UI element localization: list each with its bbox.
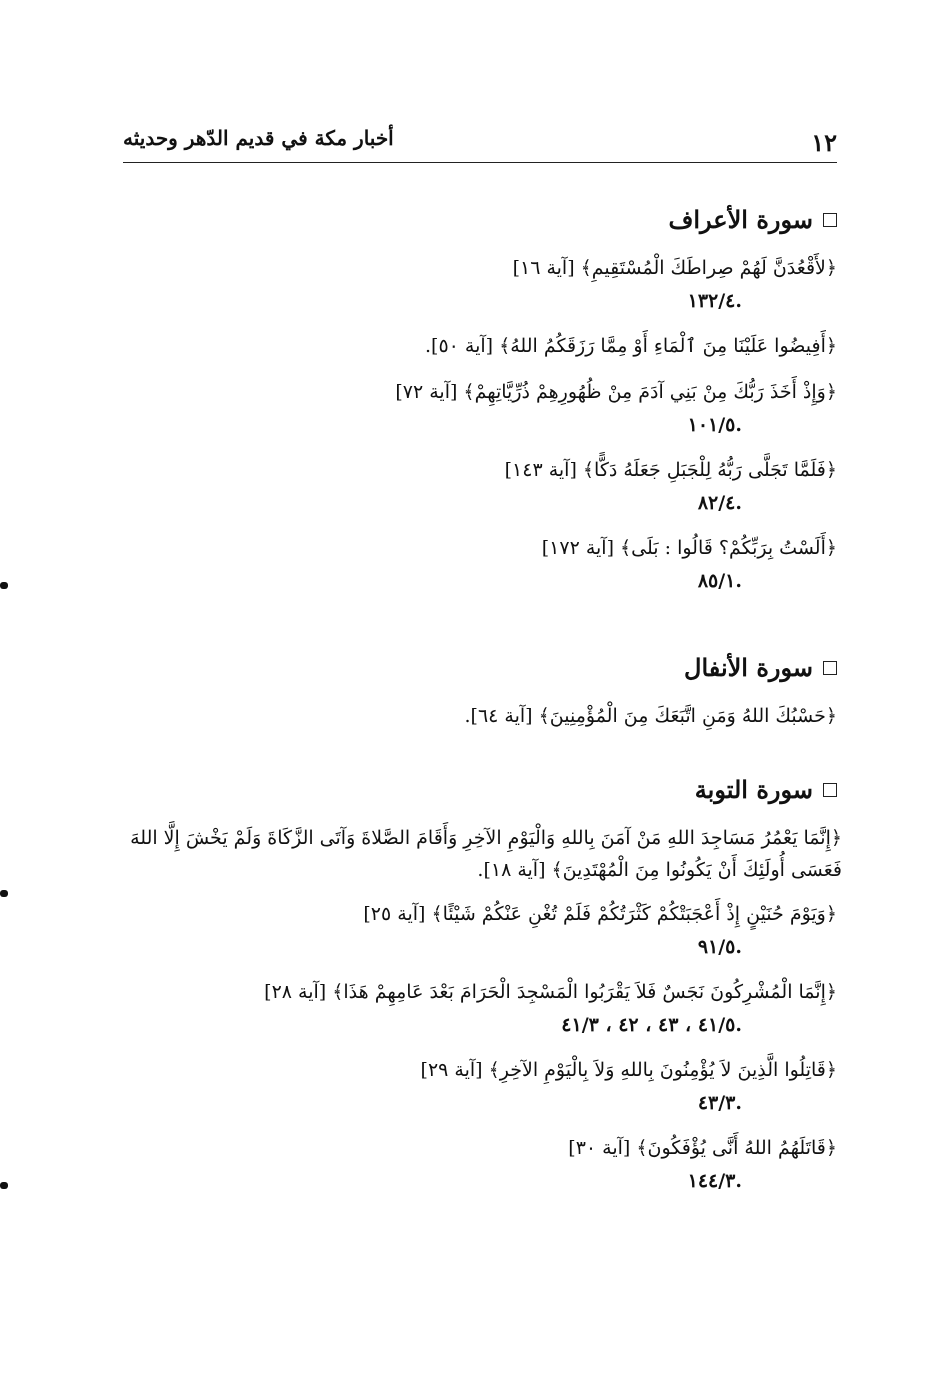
verse-quote: ﴿إِنَّمَا يَعْمُرُ مَسَاجِدَ اللهِ مَنْ آمَنَ بِاللهِ وَالْيَوْمِ الآخِرِ وَأَقَامَ الصَّلاةَ وَآتَى الزَّكَاةَ وَلَمْ يَخْشَ إِلَّا اللهَ فَعَسَى أُولَئِكَ أَنْ يَكُونُوا مِنَ الْمُهْتَدِينَ﴾ [آية ١٨]. [130,827,842,881]
scan-edge-mark [0,1182,8,1189]
square-bullet-icon [823,213,837,227]
square-bullet-icon [823,661,837,675]
page-content [110,198,842,1210]
volume-page-reference: .٨٥/١ [697,570,742,592]
verse-quote: ﴿وَإِذْ أَخَذَ رَبُّكَ مِنْ بَنِي آدَمَ مِنْ ظُهُورِهِمْ ذُرِّيَّاتِهِمْ﴾ [آية ٧٢] [395,381,837,403]
verse-quote: ﴿فَلَمَّا تَجَلَّى رَبُّهُ لِلْجَبَلِ جَعَلَهُ دَكًّا﴾ [آية ١٤٣] [504,459,837,481]
verse-quote: ﴿أَفِيضُوا عَلَيْنَا مِنَ ٱلْمَاءِ أَوْ مِمَّا رَزَقَكُمُ اللهُ﴾ [آية ٥٠]. [424,335,837,357]
volume-page-reference: .١٤٤/٣ [687,1170,742,1192]
surah-section-at-tawba [110,768,842,1198]
surah-heading [110,198,837,242]
volume-page-reference: .١٠١/٥ [687,414,742,436]
scan-edge-mark [0,582,8,589]
verse-quote: ﴿وَيَوْمَ حُنَيْنٍ إِذْ أَعْجَبَتْكُمْ كَثْرَتُكُمْ فَلَمْ تُغْنِ عَنْكُمْ شَيْئًا﴾ [آية ٢٥] [363,903,837,925]
surah-section-al-anfal [110,646,837,732]
verse-quote: ﴿قَاتَلَهُمُ اللهُ أَنَّى يُؤْفَكُونَ﴾ [آية ٣٠] [568,1137,837,1159]
volume-page-reference: .٩١/٥ [697,936,742,958]
verse-quote: ﴿قَاتِلُوا الَّذِينَ لاَ يُؤْمِنُونَ بِاللهِ وَلاَ بِالْيَوْمِ الآخِرِ﴾ [آية ٢٩] [420,1059,837,1081]
verse-quote: ﴿أَلَسْتُ بِرَبِّكُمْ؟ قَالُوا : بَلَى﴾ [آية ١٧٢] [541,537,837,559]
page-number: ١٢ [811,128,837,157]
verse-quote: ﴿إِنَّمَا الْمُشْرِكُونَ نَجَسٌ فَلاَ يَقْرَبُوا الْمَسْجِدَ الْحَرَامَ بَعْدَ عَامِهِمْ هَذَا﴾ [آية ٢٨] [264,981,837,1003]
volume-page-reference: .٨٢/٤ [697,492,742,514]
running-title: أخبار مكة في قديم الدّهر وحديثه [123,126,394,150]
surah-heading [110,646,837,690]
surah-heading-text: سورة التوبة [694,775,813,804]
volume-page-reference: .٤١/٥ ، ٤٣ ، ٤٢ ، ٤١/٣ [561,1014,742,1036]
page-header [123,122,837,162]
scan-edge-mark [0,890,8,897]
verse-quote: ﴿حَسْبُكَ اللهُ وَمَنِ اتَّبَعَكَ مِنَ الْمُؤْمِنِينَ﴾ [آية ٦٤]. [464,705,837,727]
surah-heading-text: سورة الأعراف [668,205,813,234]
volume-page-reference: .٤٣/٣ [697,1092,742,1114]
verse-quote: ﴿لأَقْعُدَنَّ لَهُمْ صِراطَكَ الْمُسْتَقِيمِ﴾ [آية ١٦] [512,257,837,279]
surah-section-al-araf [110,198,837,598]
header-rule [123,162,837,163]
square-bullet-icon [823,783,837,797]
volume-page-reference: .١٣٢/٤ [687,290,742,312]
surah-heading-text: سورة الأنفال [684,653,813,682]
surah-heading [110,768,837,812]
